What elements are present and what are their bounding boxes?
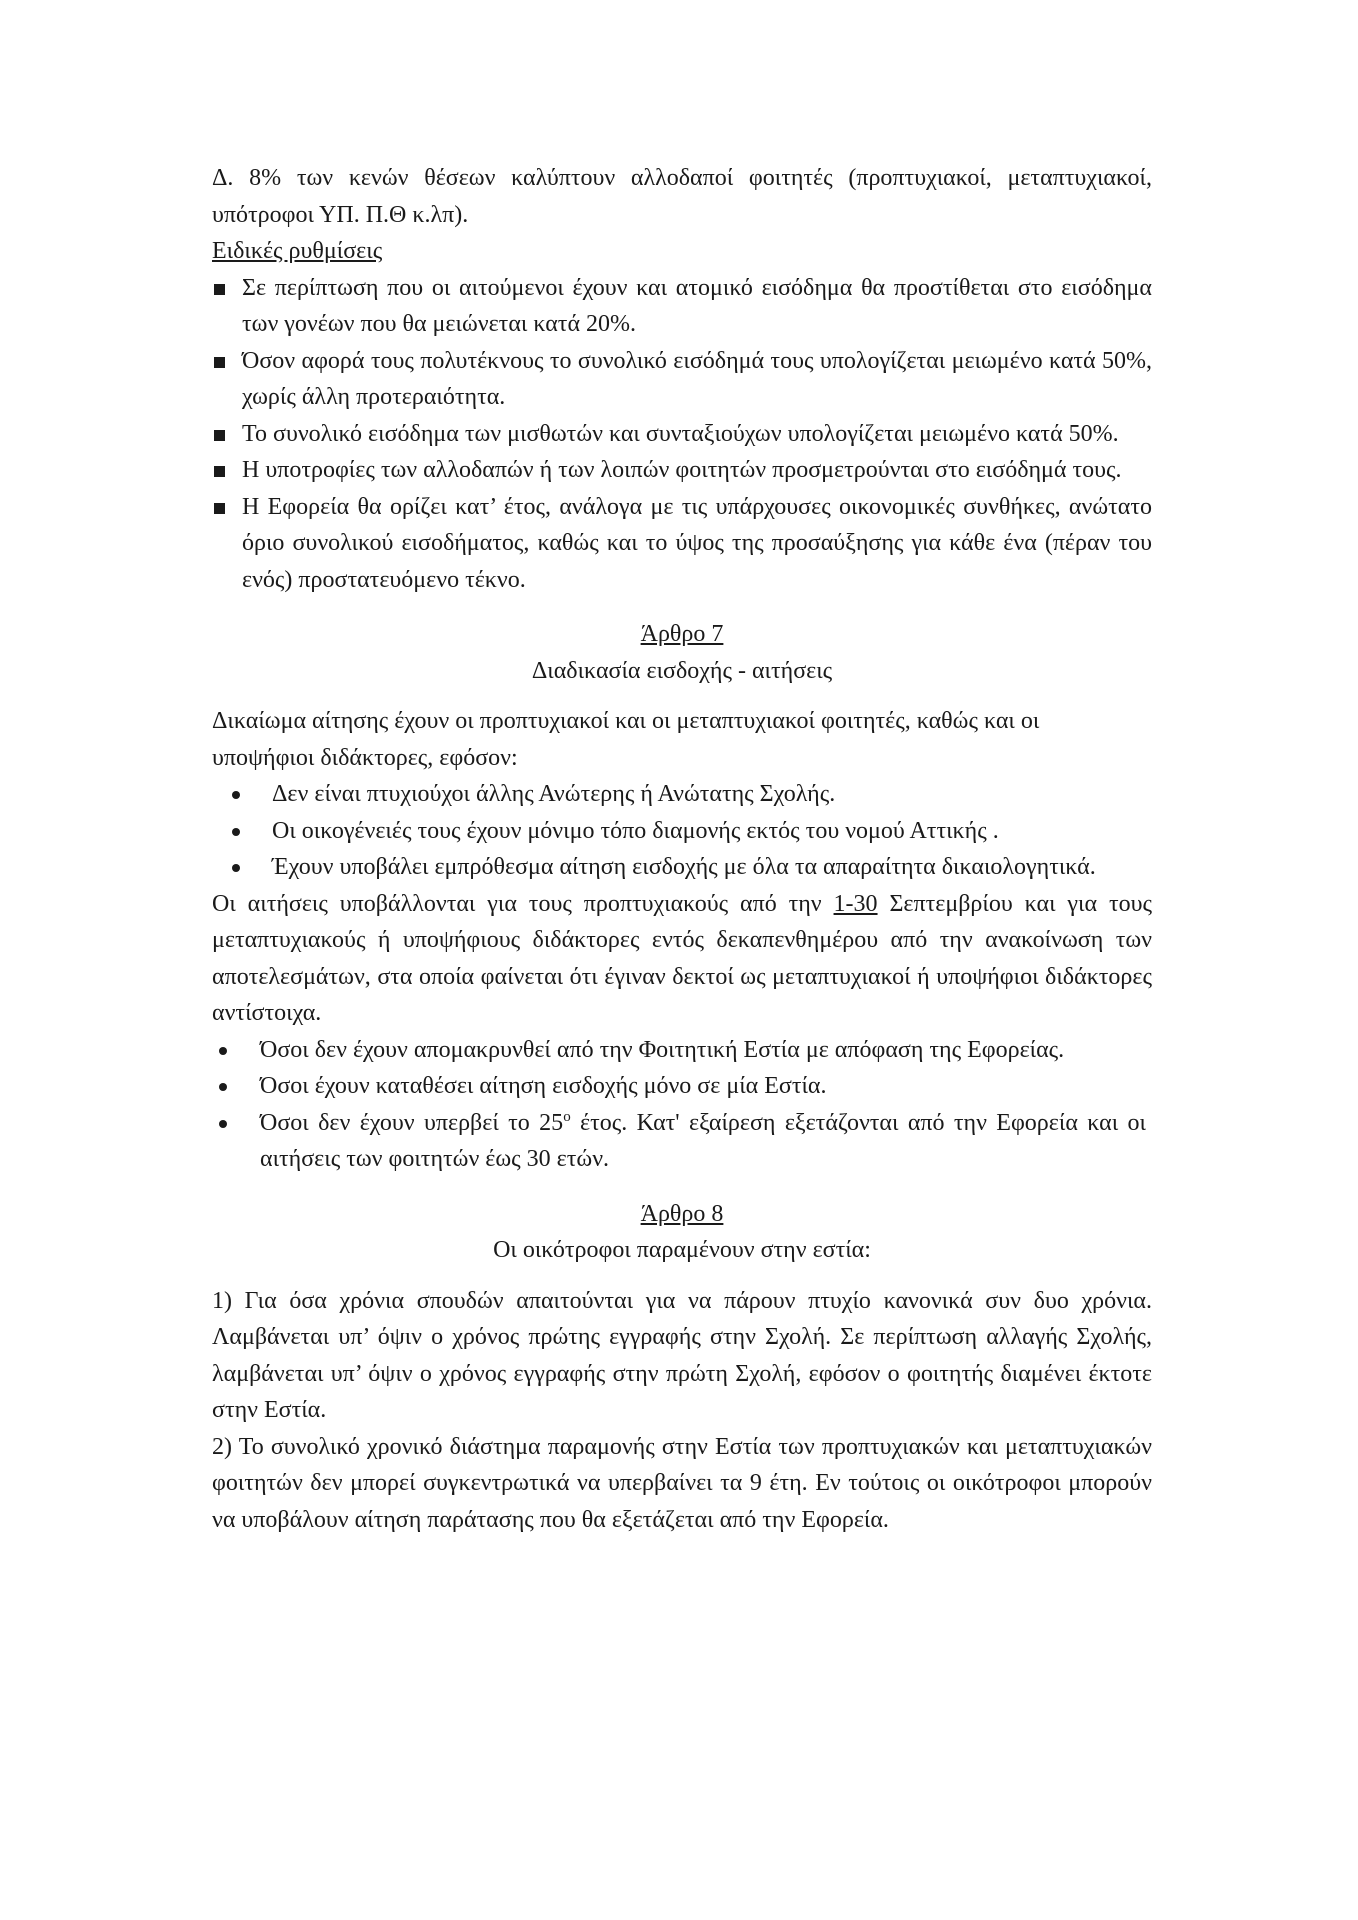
list-item [212,1105,1146,1178]
list-item: Έχουν υποβάλει εμπρόθεσμα αίτηση εισδοχής με όλα τα απαραίτητα δικαιολογητικά. [212,849,1152,886]
list-item: Η υποτροφίες των αλλοδαπών ή των λοιπών φοιτητών προσμετρούνται στο εισόδημά τους. [212,452,1152,489]
submission-text-end: Σεπτεμβρίου και για τους μεταπτυχιακούς ή υποψήφιους διδάκτορες εντός δεκαπενθημέρου από την ανακοίνωση των αποτελεσμάτων, στα οποία φαίνεται ότι έγιναν δεκτοί ως μεταπτυχιακοί ή υποψήφιοι διδάκτορες αντίστοιχα. [212,890,1152,1026]
paragraph-d: Δ. 8% των κενών θέσεων καλύπτουν αλλοδαποί φοιτητές (προπτυχιακοί, μεταπτυχιακοί, υπότροφοι ΥΠ. Π.Θ κ.λπ). [212,165,1152,228]
list-item: Σε περίπτωση που οι αιτούμενοι έχουν και ατομικό εισόδημα θα προστίθεται στο εισόδημα των γονέων που θα μειώνεται κατά 20%. [212,270,1152,343]
article-7-intro: Δικαίωμα αίτησης έχουν οι προπτυχιακοί και οι μεταπτυχιακοί φοιτητές, καθώς και οι υποψήφιοι διδάκτορες, εφόσον: [212,708,1040,771]
special-provisions-list [212,270,1152,599]
submission-text-start: Οι αιτήσεις υποβάλλονται για τους προπτυχιακούς από την [212,890,834,917]
age-rule-end: έτος. Κατ' εξαίρεση εξετάζονται από την Εφορεία και οι αιτήσεις των φοιτητών έως 30 ετών. [260,1109,1146,1172]
submission-dates: 1-30 [833,890,878,917]
article-8-paragraph-1: 1) Για όσα χρόνια σπουδών απαιτούνται για να πάρουν πτυχίο κανονικά συν δυο χρόνια. Λαμβάνεται υπ’ όψιν ο χρόνος πρώτης εγγραφής στην Σχολή. Σε περίπτωση αλλαγής Σχολής, λαμβάνεται υπ’ όψιν ο χρόνος εγγραφής στην πρώτη Σχολή, εφόσον ο φοιτητής διαμένει έκτοτε στην Εστία. [212,1287,1152,1423]
eligibility-conditions-list [212,776,1152,886]
article-7-heading: Άρθρο 7 [640,621,724,647]
submission-paragraph [212,886,1152,1032]
ordinal-superscript: ο [563,1108,571,1125]
page-content [212,160,1152,1538]
age-rule-start: Όσοι δεν έχουν υπερβεί το 25 [260,1109,564,1136]
list-item: Όσον αφορά τους πολυτέκνους το συνολικό εισόδημά τους υπολογίζεται μειωμένο κατά 50%, χωρίς άλλη προτεραιότητα. [212,343,1152,416]
list-item: Το συνολικό εισόδημα των μισθωτών και συνταξιούχων υπολογίζεται μειωμένο κατά 50%. [212,416,1152,453]
admission-rules-list [212,1032,1152,1178]
article-8-subtitle: Οι οικότροφοι παραμένουν στην εστία: [493,1237,871,1263]
article-8-heading: Άρθρο 8 [640,1200,724,1227]
list-item: Όσοι δεν έχουν απομακρυνθεί από την Φοιτητική Εστία με απόφαση της Εφορείας. [212,1032,1146,1069]
list-item: Η Εφορεία θα ορίζει κατ’ έτος, ανάλογα με τις υπάρχουσες οικονομικές συνθήκες, ανώτατο όριο συνολικού εισοδήματος, καθώς και το ύψος της προσαύξησης για κάθε ένα (πέραν του ενός) προστατευόμενο τέκνο. [212,489,1152,599]
list-item: Οι οικογένειές τους έχουν μόνιμο τόπο διαμονής εκτός του νομού Αττικής . [212,813,1152,850]
special-provisions-title: Ειδικές ρυθμίσεις [212,238,383,264]
article-7-subtitle: Διαδικασία εισδοχής - αιτήσεις [531,657,833,684]
article-8-paragraph-2: 2) Το συνολικό χρονικό διάστημα παραμονής στην Εστία των προπτυχιακών και μεταπτυχιακών φοιτητών δεν μπορεί συγκεντρωτικά να υπερβαίνει τα 9 έτη. Εν τούτοις οι οικότροφοι μπορούν να υποβάλουν αίτηση παράτασης που θα εξετάζεται από την Εφορεία. [212,1433,1152,1533]
list-item: Όσοι έχουν καταθέσει αίτηση εισδοχής μόνο σε μία Εστία. [212,1068,1146,1105]
list-item: Δεν είναι πτυχιούχοι άλλης Ανώτερης ή Ανώτατης Σχολής. [212,776,1152,813]
